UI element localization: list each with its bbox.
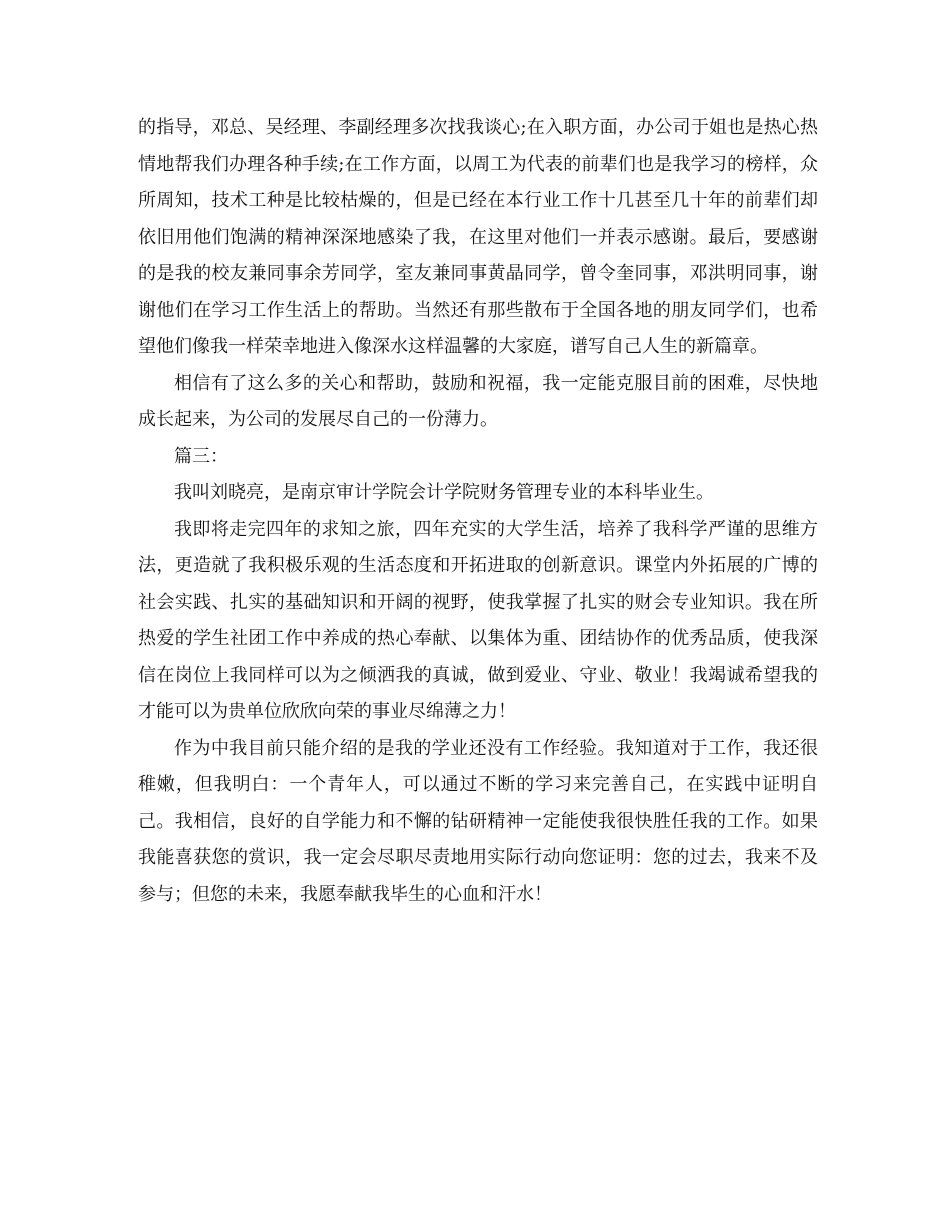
paragraph-work-commitment: 作为中我目前只能介绍的是我的学业还没有工作经验。我知道对于工作，我还很稚嫩，但我明白：一个青年人，可以通过不断的学习来完善自己，在实践中证明自己。我相信，良好的自学能力和不懈的钻研精神一定能使我很快胜任我的工作。如果我能喜获您的赏识，我一定会尽职尽责地用实际行动向您证明：您的过去，我来不及参与；但您的未来，我愿奉献我毕生的心血和汗水！ [138, 737, 818, 905]
paragraph-confidence: 相信有了这么多的关心和帮助，鼓励和祝福，我一定能克服目前的困难，尽快地成长起来，为公司的发展尽自己的一份薄力。 [138, 372, 818, 430]
paragraph-university-life: 我即将走完四年的求知之旅，四年充实的大学生活，培养了我科学严谨的思维方法，更造就了我积极乐观的生活态度和开拓进取的创新意识。课堂内外拓展的广博的社会实践、扎实的基础知识和开阔的视野，使我掌握了扎实的财会专业知识。我在所热爱的学生社团工作中养成的热心奉献、以集体为重、团结协作的优秀品质，使我深信在岗位上我同样可以为之倾洒我的真诚，做到爱业、守业、敬业！我竭诚希望我的才能可以为贵单位欣欣向荣的事业尽绵薄之力！ [138, 518, 818, 722]
document-body [138, 110, 818, 913]
paragraph-self-introduction: 我叫刘晓亮，是南京审计学院会计学院财务管理专业的本科毕业生。 [174, 482, 714, 503]
paragraph-thanks-continued: 的指导，邓总、吴经理、李副经理多次找我谈心;在入职方面，办公司于姐也是热心热情地帮我们办理各种手续;在工作方面，以周工为代表的前辈们也是我学习的榜样，众所周知，技术工种是比较枯燥的，但是已经在本行业工作十几甚至几十年的前辈们却依旧用他们饱满的精神深深地感染了我，在这里对他们一并表示感谢。最后，要感谢的是我的校友兼同事余芳同学，室友兼同事黄晶同学，曾令奎同事，邓洪明同事，谢谢他们在学习工作生活上的帮助。当然还有那些散布于全国各地的朋友同学们，也希望他们像我一样荣幸地进入像深水这样温馨的大家庭，谱写自己人生的新篇章。 [138, 117, 818, 357]
section-heading-part-three: 篇三： [174, 445, 228, 467]
